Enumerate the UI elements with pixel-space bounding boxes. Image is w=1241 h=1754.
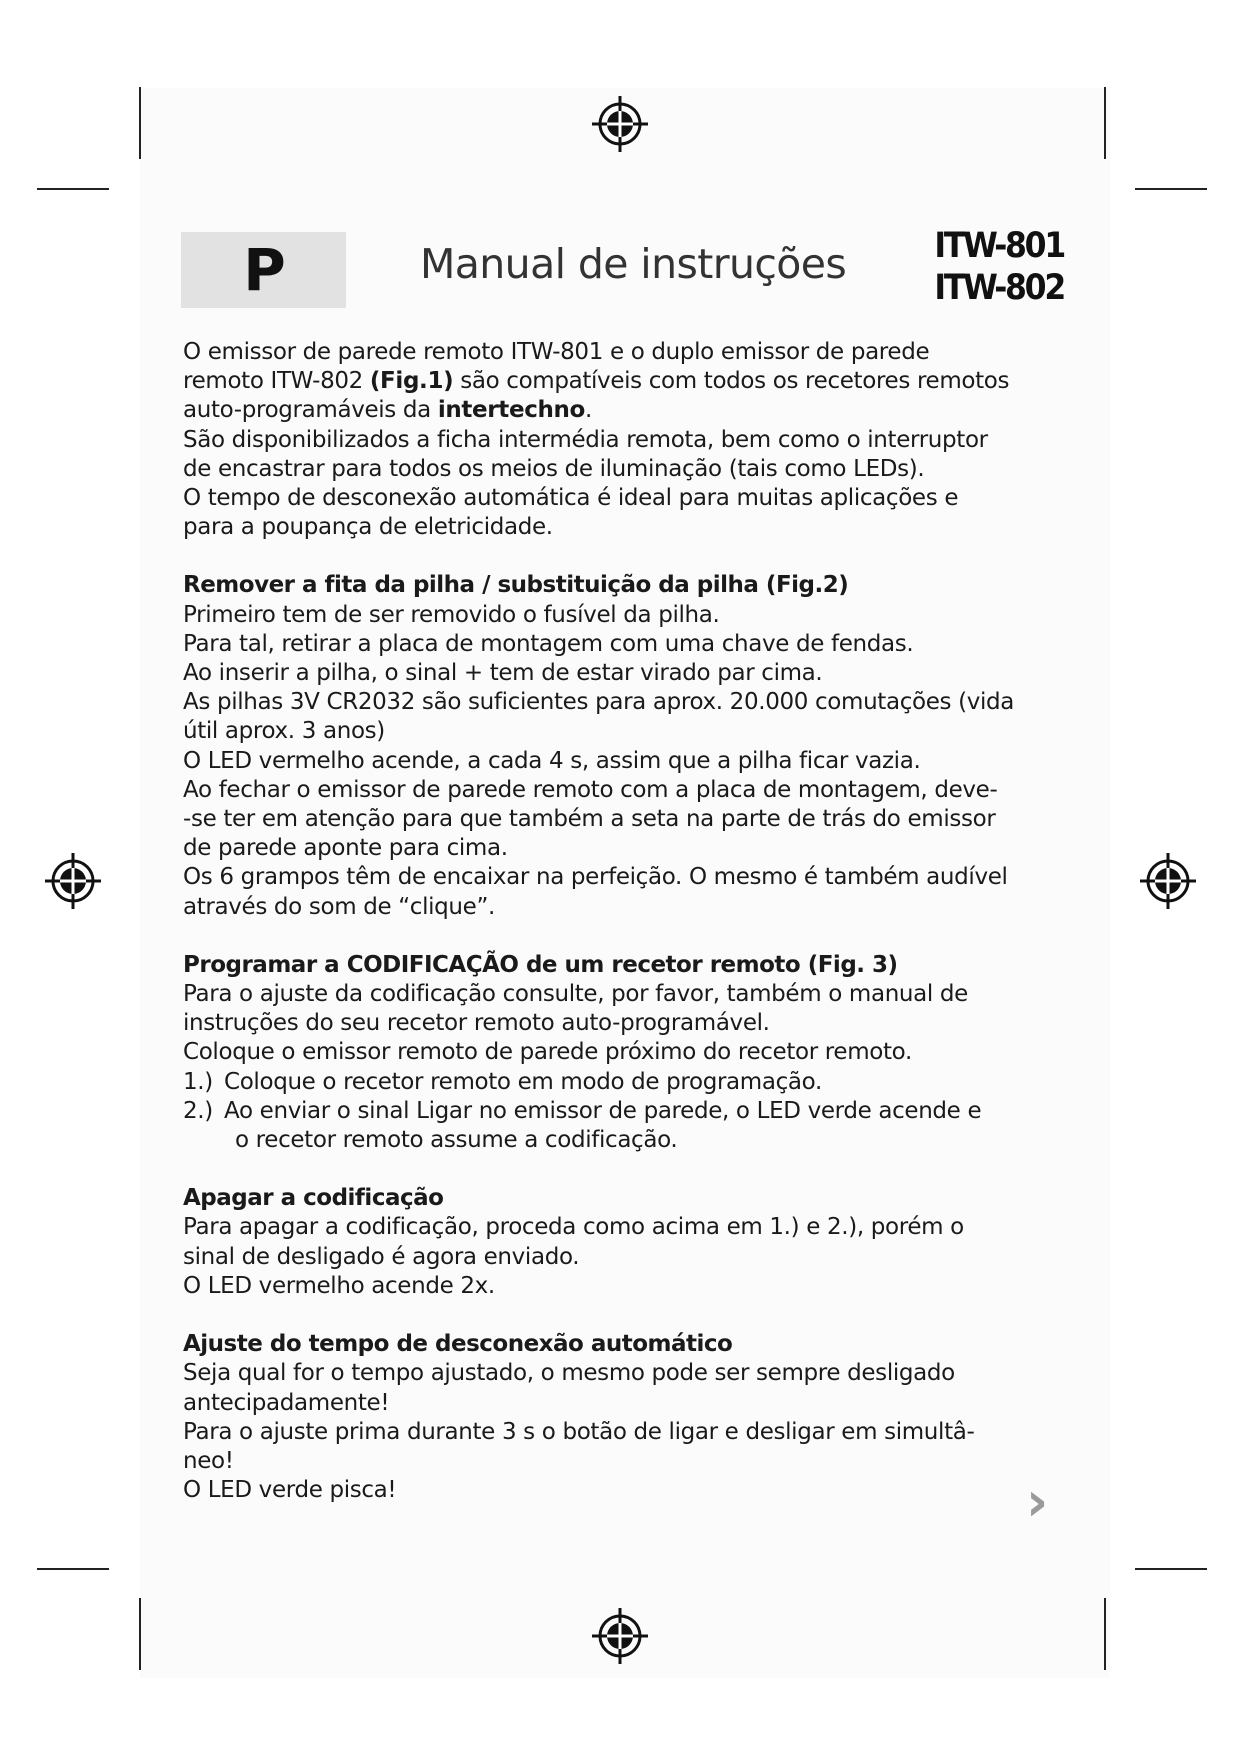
intro-line: O tempo de desconexão automática é ideal para muitas aplicações e: [183, 485, 959, 512]
program-line: instruções do seu recetor remoto auto-programável.: [183, 1010, 770, 1037]
crop-mark-top-left-horizontal: [37, 188, 109, 190]
language-code-badge: [181, 232, 346, 308]
next-page-arrow-icon: ›: [1026, 1470, 1049, 1533]
language-code: P: [243, 236, 284, 304]
crop-mark-top-right-horizontal: [1135, 188, 1207, 190]
battery-line: de parede aponte para cima.: [183, 835, 508, 862]
intro-line: para a poupança de eletricidade.: [183, 514, 553, 541]
model-number: ITW-802: [934, 268, 1064, 308]
intro-line: de encastrar para todos os meios de iluminação (tais como LEDs).: [183, 455, 925, 482]
step-number: 1.): [183, 1068, 213, 1095]
registration-mark-icon-bottom: [590, 1606, 650, 1666]
battery-line: através do som de “clique”.: [183, 893, 495, 920]
section-heading-battery: Remover a fita da pilha / substituição da pilha (Fig.2): [183, 572, 849, 599]
intro-line: O emissor de parede remoto ITW-801 e o duplo emissor de parede: [183, 339, 930, 365]
crop-mark-top-right-vertical: [1104, 87, 1106, 159]
crop-mark-top-left-vertical: [139, 87, 141, 159]
fig-reference: (Fig.1): [369, 368, 454, 395]
brand-name: intertechno: [437, 397, 585, 424]
model-number: ITW-801: [934, 226, 1064, 266]
program-line: Coloque o emissor remoto de parede próximo do recetor remoto.: [183, 1039, 912, 1066]
step-text: Ao enviar o sinal Ligar no emissor de parede, o LED verde acende e: [224, 1097, 982, 1124]
intro-line: auto-programáveis da intertechno.: [183, 397, 592, 424]
timer-line: O LED verde pisca!: [183, 1477, 397, 1504]
program-step: [183, 1068, 1083, 1097]
registration-mark-icon-top: [590, 94, 650, 154]
registration-mark-icon-right: [1138, 851, 1198, 911]
battery-line: Primeiro tem de ser removido o fusível da pilha.: [183, 601, 720, 628]
erase-line: O LED vermelho acende 2x.: [183, 1272, 495, 1299]
intro-line: São disponibilizados a ficha intermédia remota, bem como o interruptor: [183, 426, 988, 453]
battery-line: O LED vermelho acende, a cada 4 s, assim que a pilha ficar vazia.: [183, 747, 921, 774]
section-heading-timer: Ajuste do tempo de desconexão automático: [183, 1331, 733, 1358]
timer-line: Seja qual for o tempo ajustado, o mesmo pode ser sempre desligado: [183, 1360, 955, 1387]
battery-line: -se ter em atenção para que também a seta na parte de trás do emissor: [183, 806, 996, 833]
timer-line: antecipadamente!: [183, 1389, 390, 1416]
program-step-continuation: o recetor remoto assume a codificação.: [235, 1127, 678, 1154]
program-step: [183, 1097, 1083, 1126]
battery-line: As pilhas 3V CR2032 são suficientes para aprox. 20.000 comutações (vida: [183, 689, 1015, 716]
intro-line: remoto ITW-802 (Fig.1) são compatíveis com todos os recetores remotos: [183, 368, 1010, 395]
section-heading-erase: Apagar a codificação: [183, 1185, 444, 1212]
page-title: Manual de instruções: [420, 240, 847, 288]
section-heading-program: Programar a CODIFICAÇÃO de um recetor remoto (Fig. 3): [183, 951, 898, 978]
step-text: Coloque o recetor remoto em modo de programação.: [224, 1068, 822, 1095]
battery-line: Ao inserir a pilha, o sinal + tem de estar virado par cima.: [183, 660, 823, 687]
crop-mark-bottom-right-horizontal: [1135, 1568, 1207, 1570]
crop-mark-bottom-right-vertical: [1104, 1598, 1106, 1670]
crop-mark-bottom-left-vertical: [139, 1598, 141, 1670]
crop-mark-bottom-left-horizontal: [37, 1568, 109, 1570]
battery-line: Para tal, retirar a placa de montagem com uma chave de fendas.: [183, 630, 914, 657]
step-number: 2.): [183, 1097, 213, 1124]
model-numbers: [934, 225, 1064, 309]
timer-line: Para o ajuste prima durante 3 s o botão de ligar e desligar em simultâ-: [183, 1418, 975, 1445]
battery-line: Ao fechar o emissor de parede remoto com a placa de montagem, deve-: [183, 776, 998, 803]
manual-body: [183, 338, 1083, 1505]
battery-line: útil aprox. 3 anos): [183, 718, 385, 745]
erase-line: Para apagar a codificação, proceda como acima em 1.) e 2.), porém o: [183, 1214, 964, 1241]
program-line: Para o ajuste da codificação consulte, por favor, também o manual de: [183, 981, 968, 1008]
battery-line: Os 6 grampos têm de encaixar na perfeição. O mesmo é também audível: [183, 864, 1008, 891]
erase-line: sinal de desligado é agora enviado.: [183, 1243, 580, 1270]
timer-line: neo!: [183, 1447, 234, 1474]
registration-mark-icon-left: [43, 851, 103, 911]
